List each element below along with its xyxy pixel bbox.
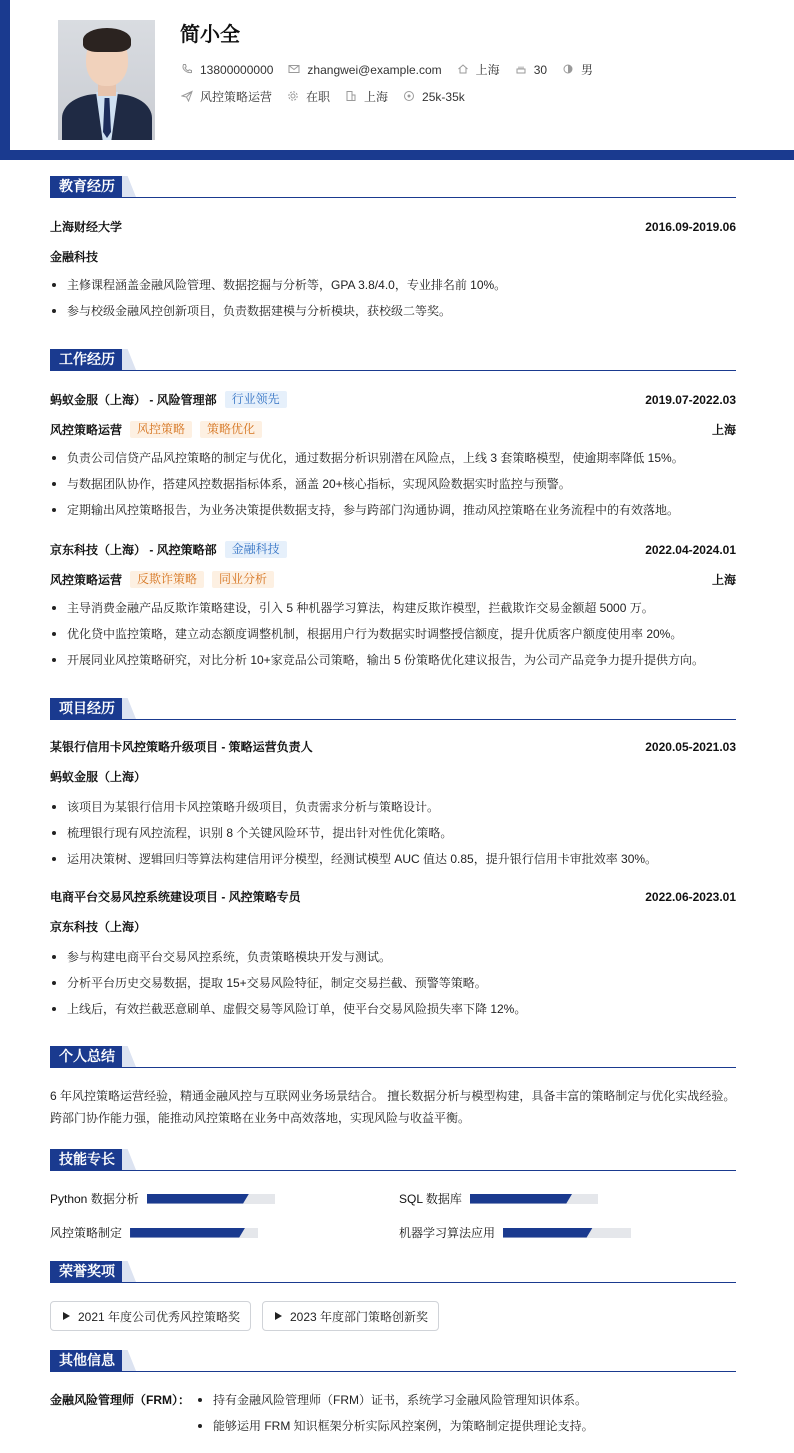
project-header-row: [50, 738, 736, 755]
job-bullets: [50, 595, 736, 673]
job-role-row: [50, 571, 736, 588]
summary-text: [50, 1085, 740, 1129]
project-bullets: [50, 944, 736, 1022]
skill-bar: [130, 1228, 258, 1238]
list-item: 梳理银行现有风控流程，识别 8 个关键风险环节，提出针对性优化策略。: [50, 820, 736, 846]
role-tag: 风控策略: [130, 421, 192, 438]
list-item: 该项目为某银行信用卡风控策略升级项目，负责需求分析与策略设计。: [50, 794, 736, 820]
role-tag: 同业分析: [212, 571, 274, 588]
section-title: 教育经历: [50, 176, 124, 197]
skill-item: [50, 1224, 258, 1241]
project-name: 某银行信用卡风控策略升级项目 - 策略运营负责人: [50, 740, 313, 754]
other-section: [50, 1350, 736, 1433]
building-icon: [344, 90, 358, 104]
company-name: 京东科技（上海） - 风控策略部: [50, 543, 217, 557]
work-section: [50, 349, 736, 667]
candidate-name: 简小全: [180, 24, 240, 46]
job-period: 2019.07-2022.03: [645, 392, 736, 407]
triangle-icon: [63, 1312, 70, 1320]
list-item: 上线后，有效拦截恶意刷单、虚假交易等风险订单，使平台交易风险损失率下降 12%。: [50, 996, 736, 1022]
section-title: 其他信息: [50, 1350, 124, 1371]
skill-name: 风控策略制定: [50, 1226, 123, 1240]
section-header: [50, 1261, 736, 1283]
award-chip: [50, 1301, 251, 1331]
company-name: 蚂蚁金服（上海） - 风险管理部: [50, 393, 217, 407]
contact-row: [180, 61, 607, 78]
project-org: 蚂蚁金服（上海）: [50, 770, 147, 784]
list-item: 能够运用 FRM 知识框架分析实际风控案例，为策略制定提供理论支持。: [196, 1413, 736, 1439]
skill-item: [50, 1190, 275, 1207]
skill-bar-fill: [130, 1228, 245, 1238]
list-item: 持有金融风险管理师（FRM）证书，系统学习金融风险管理知识体系。: [196, 1387, 736, 1413]
education-row: [50, 218, 736, 235]
triangle-icon: [275, 1312, 282, 1320]
job-role: 风控策略运营: [50, 573, 123, 587]
project-period: 2022.06-2023.01: [645, 889, 736, 904]
section-title: 个人总结: [50, 1046, 124, 1067]
summary-section: [50, 1046, 736, 1125]
send-icon: [180, 90, 194, 104]
list-item: 主修课程涵盖金融风险管理、数据挖掘与分析等，GPA 3.8/4.0，专业排名前 10%。: [50, 272, 736, 298]
skill-name: Python 数据分析: [50, 1192, 139, 1206]
job-role: 风控策略运营: [50, 423, 123, 437]
project-header-row: [50, 888, 736, 905]
education-bullets: [50, 272, 736, 324]
education-section: [50, 176, 736, 318]
list-item: 分析平台历史交易数据，提取 15+交易风险特征，制定交易拦截、预警等策略。: [50, 970, 736, 996]
list-item: 参与校级金融风控创新项目，负责数据建模与分析模块，获校级二等奖。: [50, 298, 736, 324]
award-text: 2023 年度部门策略创新奖: [290, 1309, 429, 1324]
skill-bar: [503, 1228, 631, 1238]
target-city-text: 上海: [364, 90, 389, 104]
home-icon: [456, 63, 470, 77]
project-name: 电商平台交易风控系统建设项目 - 风控策略专员: [50, 890, 301, 904]
section-title: 工作经历: [50, 349, 124, 370]
intent-row: [180, 88, 479, 105]
email-text: zhangwei@example.com: [307, 62, 442, 77]
mail-icon: [287, 63, 301, 77]
salary-text: 25k-35k: [422, 89, 465, 104]
awards-section: [50, 1261, 736, 1324]
job-period: 2022.04-2024.01: [645, 542, 736, 557]
projects-section: [50, 698, 736, 1016]
section-header: [50, 1350, 736, 1372]
skill-item: [399, 1190, 598, 1207]
list-item: 负责公司信贷产品风控策略的制定与优化，通过数据分析识别潜在风险点，上线 3 套策略模型，使逾期率降低 15%。: [50, 445, 736, 471]
other-bullets: [196, 1387, 736, 1439]
section-header: [50, 176, 736, 198]
school-name: 上海财经大学: [50, 220, 123, 234]
section-title: 技能专长: [50, 1149, 124, 1170]
skill-bar: [470, 1194, 598, 1204]
skill-bar-fill: [503, 1228, 593, 1238]
summary-line: 6 年风控策略运营经验，精通金融风控与互联网业务场景结合。 擅长数据分析与模型构建，具备丰富的策略制定与优化实战经验。: [50, 1089, 736, 1103]
skill-bar-fill: [470, 1194, 572, 1204]
gender-icon: [561, 63, 575, 77]
list-item: 运用决策树、逻辑回归等算法构建信用评分模型，经测试模型 AUC 值达 0.85，提升银行信用卡审批效率 30%。: [50, 846, 736, 872]
age-text: 30: [533, 62, 548, 77]
role-tag: 反欺诈策略: [130, 571, 204, 588]
project-org-row: [50, 768, 736, 785]
status-text: 在职: [306, 90, 331, 104]
list-item: 优化贷中监控策略，建立动态额度调整机制，根据用户行为数据实时调整授信额度，提升优质客户额度使用率 20%。: [50, 621, 736, 647]
major-name: 金融科技: [50, 250, 99, 264]
project-bullets: [50, 794, 736, 872]
summary-line: 跨部门协作能力强，能推动风控策略在业务中高效落地，实现风险与收益平衡。: [50, 1111, 471, 1125]
skill-bar-fill: [147, 1194, 249, 1204]
major-row: [50, 248, 736, 265]
section-header: [50, 1149, 736, 1171]
education-period: 2016.09-2019.06: [645, 219, 736, 234]
target-position-text: 风控策略运营: [200, 90, 273, 104]
project-org-row: [50, 918, 736, 935]
job-header-row: [50, 391, 736, 408]
coin-icon: [402, 90, 416, 104]
job-header-row: [50, 541, 736, 558]
project-period: 2020.05-2021.03: [645, 739, 736, 754]
list-item: 与数据团队协作，搭建风控数据指标体系，涵盖 20+核心指标，实现风险数据实时监控与预警。: [50, 471, 736, 497]
company-tag: 金融科技: [225, 541, 287, 558]
award-text: 2021 年度公司优秀风控策略奖: [78, 1309, 241, 1324]
skill-name: SQL 数据库: [399, 1192, 462, 1206]
list-item: 主导消费金融产品反欺诈策略建设，引入 5 种机器学习算法，构建反欺诈模型，拦截欺诈交易金额超 5000 万。: [50, 595, 736, 621]
other-label: 金融风险管理师（FRM）：: [50, 1393, 190, 1407]
list-item: 开展同业风控策略研究，对比分析 10+家竞品公司策略，输出 5 份策略优化建议报告，为公司产品竞争力提升提供方向。: [50, 647, 736, 673]
skill-item: [399, 1224, 631, 1241]
job-role-row: [50, 421, 736, 438]
project-org: 京东科技（上海）: [50, 920, 147, 934]
section-header: [50, 349, 736, 371]
avatar: [58, 20, 155, 140]
job-location: 上海: [711, 573, 736, 587]
skills-section: [50, 1149, 736, 1240]
phone-icon: [180, 63, 194, 77]
section-title: 荣誉奖项: [50, 1261, 124, 1282]
job-bullets: [50, 445, 736, 523]
skill-name: 机器学习算法应用: [399, 1226, 496, 1240]
list-item: 定期输出风控策略报告，为业务决策提供数据支持，参与跨部门沟通协调，推动风控策略在业务流程中的有效落地。: [50, 497, 736, 523]
gear-icon: [286, 90, 300, 104]
award-chip: [262, 1301, 439, 1331]
city-text: 上海: [475, 63, 500, 77]
role-tag: 策略优化: [200, 421, 262, 438]
skill-bar: [147, 1194, 275, 1204]
gender-text: 男: [581, 63, 594, 77]
section-header: [50, 1046, 736, 1068]
phone-text: 13800000000: [200, 62, 274, 77]
cake-icon: [514, 63, 528, 77]
list-item: 参与构建电商平台交易风控系统，负责策略模块开发与测试。: [50, 944, 736, 970]
company-tag: 行业领先: [225, 391, 287, 408]
job-location: 上海: [711, 423, 736, 437]
section-title: 项目经历: [50, 698, 124, 719]
section-header: [50, 698, 736, 720]
